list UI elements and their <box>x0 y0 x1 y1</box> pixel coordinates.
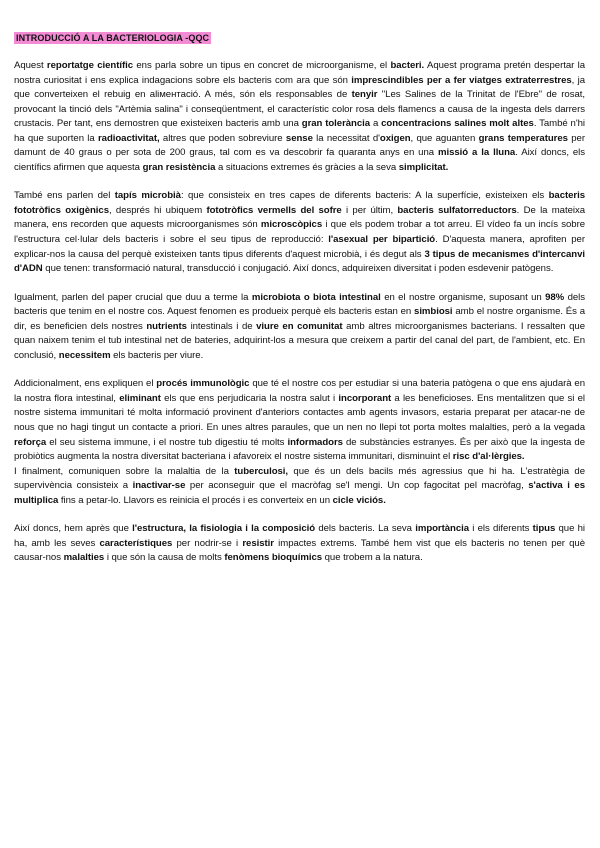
bold-text-run: radioactivitat, <box>97 132 160 144</box>
paragraph-gut-microbiota <box>14 291 585 364</box>
bold-text-run: gran tolerància <box>301 118 371 130</box>
text-run: a <box>370 118 382 130</box>
text-run: que és un dels bacils més agressius que hi ha. L'estratègia de supervivència consisteix a <box>14 465 585 492</box>
bold-text-run: simplicitat. <box>398 161 449 173</box>
text-run: el seu sistema immune, i el nostre tub digestiu té molts <box>46 436 288 448</box>
bold-text-run: simbiosi <box>414 306 453 318</box>
text-run: : que consisteix en tres capes de diferents bacteris: A la superfície, existeixen els <box>180 190 549 202</box>
bold-text-run: oxigen <box>379 132 411 144</box>
text-run: . De la mateixa manera, ens recorden que aquests microorganismes són <box>14 204 585 231</box>
text-run: amb el nostre organisme. És a dir, es beneficien dels nostres <box>14 306 585 332</box>
text-run: , que aguanten <box>410 132 479 144</box>
text-run: que té el nostre cos per estudiar si una bateria patògena o que ens ajudarà en la nostra flora intestinal, <box>14 378 585 404</box>
bold-text-run: nutrients <box>146 320 187 332</box>
text-run: a situacions extremes és gràcies a la seva <box>215 161 399 173</box>
text-run: altres que poden sobreviure <box>159 132 286 144</box>
bold-text-run: tapís microbià <box>114 190 181 202</box>
bold-text-run: risc d'al·lèrgies. <box>452 451 525 463</box>
bold-text-run: tuberculosi, <box>234 465 289 477</box>
bold-text-run: resistir <box>242 537 274 549</box>
bold-text-run: grans temperatures <box>478 132 568 144</box>
bold-text-run: gran resistència <box>142 161 216 173</box>
text-run: Addicionalment, ens expliquen el <box>14 378 157 390</box>
text-run: per aconseguir que el macròfag se'l mengi. Un cop fagocitat pel macròfag, <box>185 480 529 492</box>
text-run: per damunt de 40 graus o per sota de 200 graus, tal com es va descobrir fa quaranta anys en una <box>14 132 585 159</box>
text-run: . També n'hi ha que suporten la <box>14 118 585 144</box>
bold-text-run: importància <box>415 523 470 535</box>
bold-text-run: microscòpics <box>260 219 323 231</box>
bold-text-run: bacteris fototròfics oxigènics <box>14 190 585 216</box>
text-run: i per últim, <box>341 204 398 216</box>
bold-text-run: necessitem <box>58 349 111 361</box>
bold-text-run: fototròfics vermells del sofre <box>206 204 342 216</box>
text-run: I finalment, comuniquen sobre la malaltia de la <box>14 465 235 477</box>
text-run: i que els podem trobar a tot arreu. El vídeo fa un incís sobre l'estructura cel·lular dels bacteris i sobre el seu tipus de reproducció: <box>14 219 585 246</box>
paragraph-intro <box>14 59 585 175</box>
bold-text-run: reportatge científic <box>46 60 134 71</box>
paragraph-microbial-mat <box>14 189 585 276</box>
text-run: Aquest programa pretén despertar la nostra curiositat i ens explica indagacions sobre els bacteris com ara que són <box>14 60 585 86</box>
bold-text-run: sense <box>285 132 313 144</box>
text-run: , ja que converteixen el rebuig en aliментació. A més, són els responsables de <box>14 74 586 101</box>
text-run: , després hi ubiquem <box>109 204 207 216</box>
bold-text-run: 3 tipus de mecanismes d'intercanvi d'ADN <box>14 248 585 275</box>
text-run: en el nostre organisme, suposant un <box>380 291 546 303</box>
text-run: Així doncs, hem après que <box>14 523 133 535</box>
bold-text-run: concentracions salines molt altes <box>381 118 534 130</box>
bold-text-run: incorporant <box>338 392 392 404</box>
text-run: que hi ha, amb les seves <box>14 523 585 549</box>
text-run: per nodrir-se i <box>172 537 243 549</box>
paragraph-tuberculosis <box>14 465 585 509</box>
bold-text-run: 98% <box>545 291 565 303</box>
bold-text-run: eliminant <box>119 392 161 404</box>
bold-text-run: l'estructura, la fisiologia i la composició <box>132 523 316 535</box>
text-run: . Així doncs, els científics afirmen que aquesta <box>14 147 585 173</box>
text-run: dels bacteris que tenim en el nostre cos. Aquest fenomen es produeix perquè els bacteris estan en <box>14 291 585 318</box>
bold-text-run: tipus <box>532 523 556 535</box>
bold-text-run: procés immunològic <box>156 378 250 390</box>
bold-text-run: cicle viciós. <box>332 494 386 506</box>
bold-text-run: inactivar-se <box>132 480 186 492</box>
text-run: que tenen: transformació natural, transducció i conjugació. Així doncs, adquireixen diversitat i poden esdevenir patògens. <box>42 263 554 275</box>
text-run: els bacteris per viure. <box>110 349 204 361</box>
bold-text-run: s'activa i es multiplica <box>14 480 586 506</box>
bold-text-run: tenyir <box>351 89 378 101</box>
paragraph-conclusion <box>14 522 585 566</box>
bold-text-run: reforça <box>14 436 47 448</box>
bold-text-run: l'asexual per bipartició <box>328 234 436 246</box>
text-run: . D'aquesta manera, aprofiten per explicar-nos la causa del perquè existeixen tants tipus diferents d'aquest microbià, i és degut als <box>14 234 585 260</box>
document-title: INTRODUCCIÓ A LA BACTERIOLOGIA -QQC <box>16 33 210 43</box>
bold-text-run: microbiota o biota intestinal <box>251 291 381 303</box>
text-run: També ens parlen del <box>14 190 115 202</box>
bold-text-run: viure en comunitat <box>256 320 343 332</box>
bold-text-run: fenòmens bioquímics <box>224 552 323 564</box>
text-run: impactes extrems. També hem vist que els bacteris no tenen per què causar-nos <box>14 537 586 564</box>
text-run: els que ens perjudicaria la nostra salut i <box>160 392 339 404</box>
text-run: dels bacteris. La seva <box>315 523 416 535</box>
bold-text-run: imprescindibles per a fer viatges extraterrestres <box>351 74 572 86</box>
text-run: Aquest <box>14 60 47 71</box>
text-run: la necessitat d' <box>312 132 380 144</box>
text-run: "Les Salines de la Trinitat de l'Ebre" de rosat, provocant la tinció dels "Artèmia salina" i conseqüentment, el característic color rosa dels flamencs a causa de la ingesta dels darrers crustacis. Per tant, ens demostren que existeixen bacteris amb una <box>14 89 585 130</box>
text-run: Igualment, parlen del paper crucial que duu a terme la <box>14 291 252 303</box>
text-run: que trobem a la natura. <box>322 552 423 564</box>
bold-text-run: característiques <box>99 537 173 549</box>
bold-text-run: malalties <box>63 552 105 564</box>
paragraph-immune-process <box>14 377 585 464</box>
text-run: i que són la causa de molts <box>104 552 225 564</box>
text-run: a les beneficioses. Ens mentalitzen que si el nostre sistema immunitari té molta informació provinent d'anteriors contactes amb agents invasors, estaria preparat per atacar-ne de nous que no hagi tingut un contacte a priori. En unes altres paraules, que un nen no llepi tot porta moltes malalties, però a la vegada <box>14 392 585 434</box>
text-run: intestinals i de <box>186 320 257 332</box>
bold-text-run: bacteri. <box>390 60 425 71</box>
bold-text-run: informadors <box>287 436 343 448</box>
bold-text-run: bacteris sulfatorreductors <box>397 204 517 216</box>
bold-text-run: missió a la lluna <box>437 147 516 159</box>
text-run: i els diferents <box>469 523 533 535</box>
text-run: amb altres microorganismes bacterians. I ressalten que quan naixem tenim el tub intestinal net de bateries, adquirint-los a mesura que creixem a partir del canal del part, de l'ambient, etc. En conclusió, <box>14 320 585 361</box>
text-run: ens parla sobre un tipus en concret de microorganisme, el <box>133 60 391 71</box>
text-run: de substàncies estranyes. És per això que la ingesta de probiòtics augmenta la nostra diversitat bacteriana i afavoreix el nostre sistema immunitari, disminuint el <box>14 436 585 463</box>
text-run: fins a petar-lo. Llavors es reinicia el procés i es converteix en un <box>58 494 333 506</box>
